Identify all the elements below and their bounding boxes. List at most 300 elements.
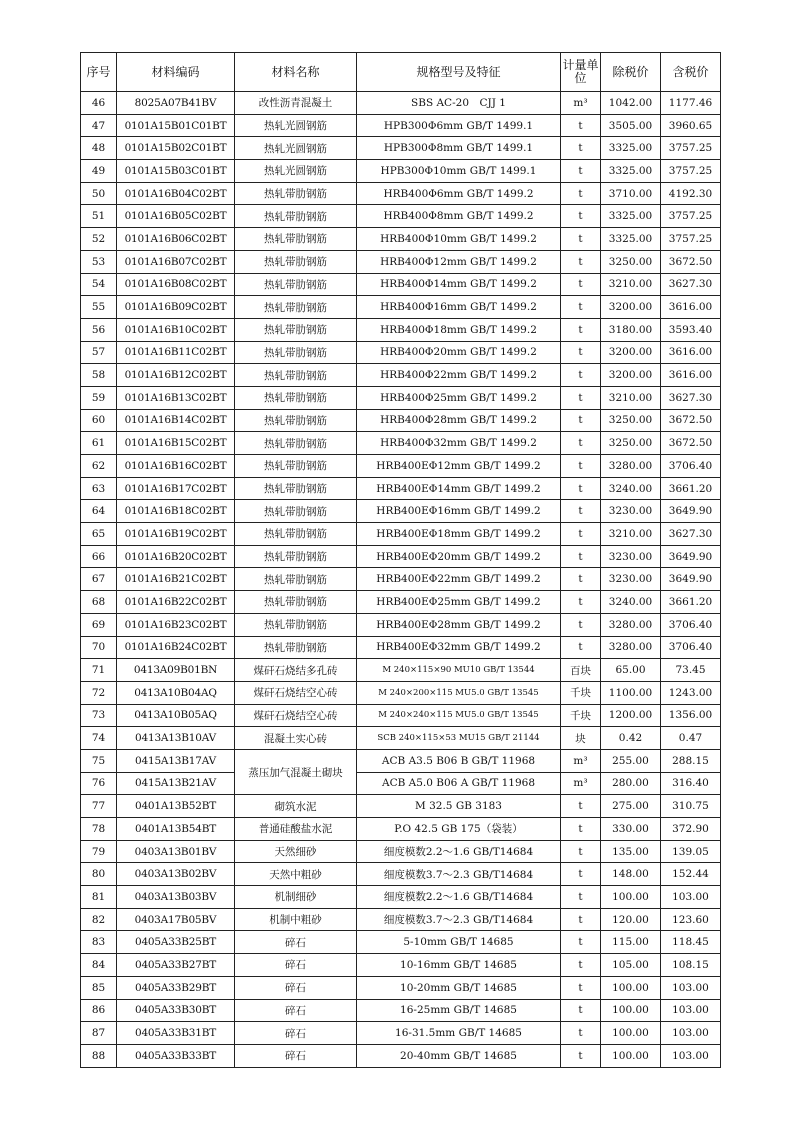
cell-unit: t (561, 976, 601, 999)
table-row (81, 455, 721, 478)
cell-price-ex-tax: 100.00 (601, 1022, 661, 1045)
cell-spec: SBS AC-20 CJJ 1 (357, 92, 561, 115)
cell-name: 煤矸石烧结空心砖 (235, 704, 357, 727)
cell-seq: 85 (81, 976, 117, 999)
cell-price-ex-tax: 3180.00 (601, 318, 661, 341)
cell-seq: 73 (81, 704, 117, 727)
cell-seq: 70 (81, 636, 117, 659)
table-row (81, 273, 721, 296)
cell-name: 热轧带肋钢筋 (235, 318, 357, 341)
cell-code: 0405A33B29BT (117, 976, 235, 999)
table-row (81, 591, 721, 614)
cell-unit: 千块 (561, 704, 601, 727)
cell-name: 改性沥青混凝土 (235, 92, 357, 115)
cell-code: 0101A16B12C02BT (117, 364, 235, 387)
header-seq: 序号 (81, 53, 117, 92)
table-row (81, 908, 721, 931)
cell-price-inc-tax: 310.75 (661, 795, 721, 818)
cell-seq: 50 (81, 182, 117, 205)
cell-name: 碎石 (235, 976, 357, 999)
cell-code: 0403A17B05BV (117, 908, 235, 931)
cell-spec: HRB400EΦ32mm GB/T 1499.2 (357, 636, 561, 659)
cell-code: 0101A16B08C02BT (117, 273, 235, 296)
cell-price-ex-tax: 3505.00 (601, 114, 661, 137)
cell-price-ex-tax: 1042.00 (601, 92, 661, 115)
cell-code: 0413A10B05AQ (117, 704, 235, 727)
cell-price-inc-tax: 103.00 (661, 1044, 721, 1067)
cell-seq: 58 (81, 364, 117, 387)
cell-seq: 67 (81, 568, 117, 591)
cell-unit: t (561, 636, 601, 659)
cell-name: 热轧带肋钢筋 (235, 409, 357, 432)
cell-seq: 52 (81, 228, 117, 251)
cell-code: 0101A16B09C02BT (117, 296, 235, 319)
cell-spec: HRB400Φ32mm GB/T 1499.2 (357, 432, 561, 455)
cell-price-inc-tax: 3672.50 (661, 250, 721, 273)
cell-seq: 74 (81, 727, 117, 750)
cell-seq: 53 (81, 250, 117, 273)
cell-seq: 63 (81, 477, 117, 500)
cell-price-inc-tax: 372.90 (661, 818, 721, 841)
cell-code: 0101A16B23C02BT (117, 613, 235, 636)
cell-unit: t (561, 840, 601, 863)
cell-seq: 55 (81, 296, 117, 319)
cell-unit: t (561, 545, 601, 568)
cell-price-ex-tax: 3210.00 (601, 273, 661, 296)
cell-price-ex-tax: 3325.00 (601, 228, 661, 251)
cell-price-inc-tax: 0.47 (661, 727, 721, 750)
cell-code: 0101A16B22C02BT (117, 591, 235, 614)
cell-unit: t (561, 182, 601, 205)
cell-price-ex-tax: 3210.00 (601, 523, 661, 546)
cell-seq: 76 (81, 772, 117, 795)
cell-code: 0403A13B03BV (117, 886, 235, 909)
cell-seq: 84 (81, 954, 117, 977)
cell-price-inc-tax: 3757.25 (661, 205, 721, 228)
cell-price-inc-tax: 4192.30 (661, 182, 721, 205)
cell-price-ex-tax: 3240.00 (601, 477, 661, 500)
cell-unit: t (561, 954, 601, 977)
cell-name: 热轧带肋钢筋 (235, 523, 357, 546)
table-header (81, 53, 721, 92)
cell-name: 混凝土实心砖 (235, 727, 357, 750)
cell-price-ex-tax: 3240.00 (601, 591, 661, 614)
table-row (81, 296, 721, 319)
table-row (81, 840, 721, 863)
cell-code: 0415A13B17AV (117, 749, 235, 772)
cell-price-inc-tax: 103.00 (661, 886, 721, 909)
cell-price-inc-tax: 3706.40 (661, 636, 721, 659)
cell-spec: P.O 42.5 GB 175（袋装） (357, 818, 561, 841)
cell-price-inc-tax: 139.05 (661, 840, 721, 863)
cell-seq: 61 (81, 432, 117, 455)
table-row (81, 182, 721, 205)
cell-spec: HRB400Φ25mm GB/T 1499.2 (357, 386, 561, 409)
cell-price-inc-tax: 3672.50 (661, 432, 721, 455)
cell-price-inc-tax: 73.45 (661, 659, 721, 682)
cell-seq: 66 (81, 545, 117, 568)
cell-code: 0405A33B25BT (117, 931, 235, 954)
cell-seq: 69 (81, 613, 117, 636)
cell-code: 0405A33B27BT (117, 954, 235, 977)
table-row (81, 681, 721, 704)
cell-seq: 51 (81, 205, 117, 228)
cell-price-ex-tax: 148.00 (601, 863, 661, 886)
cell-spec: HRB400Φ28mm GB/T 1499.2 (357, 409, 561, 432)
cell-seq: 47 (81, 114, 117, 137)
cell-price-ex-tax: 3230.00 (601, 500, 661, 523)
cell-code: 0101A16B15C02BT (117, 432, 235, 455)
cell-unit: t (561, 931, 601, 954)
cell-unit: t (561, 341, 601, 364)
cell-name: 碎石 (235, 931, 357, 954)
header-unit: 计量单位 (561, 53, 601, 92)
cell-spec: HRB400Φ18mm GB/T 1499.2 (357, 318, 561, 341)
cell-unit: t (561, 386, 601, 409)
cell-code: 0101A16B18C02BT (117, 500, 235, 523)
cell-name: 热轧带肋钢筋 (235, 296, 357, 319)
cell-code: 0101A16B06C02BT (117, 228, 235, 251)
cell-name: 热轧带肋钢筋 (235, 250, 357, 273)
table-row (81, 523, 721, 546)
cell-seq: 82 (81, 908, 117, 931)
cell-unit: t (561, 613, 601, 636)
cell-spec: M 32.5 GB 3183 (357, 795, 561, 818)
cell-name: 热轧带肋钢筋 (235, 228, 357, 251)
cell-seq: 60 (81, 409, 117, 432)
cell-unit: t (561, 568, 601, 591)
cell-unit: m³ (561, 772, 601, 795)
header-row (81, 53, 721, 92)
table-row (81, 114, 721, 137)
cell-seq: 65 (81, 523, 117, 546)
cell-name: 机制细砂 (235, 886, 357, 909)
cell-price-ex-tax: 3250.00 (601, 409, 661, 432)
cell-name: 碎石 (235, 1044, 357, 1067)
cell-unit: t (561, 409, 601, 432)
cell-name: 热轧带肋钢筋 (235, 205, 357, 228)
table-row (81, 137, 721, 160)
cell-spec: 10-20mm GB/T 14685 (357, 976, 561, 999)
cell-code: 0405A33B31BT (117, 1022, 235, 1045)
cell-spec: HRB400Φ22mm GB/T 1499.2 (357, 364, 561, 387)
cell-spec: HRB400EΦ14mm GB/T 1499.2 (357, 477, 561, 500)
cell-spec: 10-16mm GB/T 14685 (357, 954, 561, 977)
cell-spec: HRB400EΦ28mm GB/T 1499.2 (357, 613, 561, 636)
cell-seq: 48 (81, 137, 117, 160)
cell-code: 0101A15B03C01BT (117, 160, 235, 183)
cell-name: 热轧带肋钢筋 (235, 386, 357, 409)
cell-name: 蒸压加气混凝土砌块 (235, 749, 357, 794)
cell-price-ex-tax: 115.00 (601, 931, 661, 954)
cell-unit: t (561, 137, 601, 160)
cell-price-ex-tax: 3200.00 (601, 341, 661, 364)
table-row (81, 954, 721, 977)
cell-name: 机制中粗砂 (235, 908, 357, 931)
cell-price-inc-tax: 152.44 (661, 863, 721, 886)
cell-price-ex-tax: 330.00 (601, 818, 661, 841)
cell-price-inc-tax: 3757.25 (661, 137, 721, 160)
cell-unit: t (561, 228, 601, 251)
cell-seq: 64 (81, 500, 117, 523)
cell-price-inc-tax: 123.60 (661, 908, 721, 931)
cell-spec: HPB300Φ8mm GB/T 1499.1 (357, 137, 561, 160)
cell-price-inc-tax: 3627.30 (661, 273, 721, 296)
cell-spec: HRB400EΦ22mm GB/T 1499.2 (357, 568, 561, 591)
cell-price-inc-tax: 3661.20 (661, 591, 721, 614)
cell-name: 煤矸石烧结空心砖 (235, 681, 357, 704)
table-row (81, 568, 721, 591)
header-name: 材料名称 (235, 53, 357, 92)
cell-name: 热轧带肋钢筋 (235, 477, 357, 500)
cell-name: 热轧带肋钢筋 (235, 613, 357, 636)
cell-seq: 56 (81, 318, 117, 341)
cell-price-ex-tax: 100.00 (601, 999, 661, 1022)
table-row (81, 409, 721, 432)
table-row (81, 727, 721, 750)
cell-code: 0101A16B05C02BT (117, 205, 235, 228)
cell-price-inc-tax: 3616.00 (661, 341, 721, 364)
cell-seq: 77 (81, 795, 117, 818)
cell-spec: M 240×200×115 MU5.0 GB/T 13545 (357, 681, 561, 704)
cell-price-inc-tax: 3757.25 (661, 160, 721, 183)
cell-spec: 16-25mm GB/T 14685 (357, 999, 561, 1022)
cell-unit: t (561, 477, 601, 500)
table-row (81, 432, 721, 455)
cell-name: 热轧光圆钢筋 (235, 160, 357, 183)
cell-price-ex-tax: 280.00 (601, 772, 661, 795)
cell-name: 碎石 (235, 1022, 357, 1045)
cell-code: 0101A16B10C02BT (117, 318, 235, 341)
cell-unit: 百块 (561, 659, 601, 682)
cell-price-ex-tax: 3230.00 (601, 545, 661, 568)
cell-spec: HRB400EΦ18mm GB/T 1499.2 (357, 523, 561, 546)
cell-seq: 87 (81, 1022, 117, 1045)
table-row (81, 818, 721, 841)
cell-name: 热轧带肋钢筋 (235, 182, 357, 205)
cell-code: 0101A16B24C02BT (117, 636, 235, 659)
cell-price-ex-tax: 3325.00 (601, 137, 661, 160)
cell-price-inc-tax: 103.00 (661, 976, 721, 999)
cell-unit: t (561, 863, 601, 886)
table-row (81, 659, 721, 682)
table-row (81, 749, 721, 772)
cell-seq: 62 (81, 455, 117, 478)
cell-code: 0101A16B16C02BT (117, 455, 235, 478)
cell-spec: HRB400Φ16mm GB/T 1499.2 (357, 296, 561, 319)
table-row (81, 613, 721, 636)
header-price-inc-tax: 含税价 (661, 53, 721, 92)
cell-price-ex-tax: 3710.00 (601, 182, 661, 205)
cell-price-inc-tax: 3661.20 (661, 477, 721, 500)
cell-spec: HRB400Φ8mm GB/T 1499.2 (357, 205, 561, 228)
cell-price-inc-tax: 3593.40 (661, 318, 721, 341)
cell-spec: 16-31.5mm GB/T 14685 (357, 1022, 561, 1045)
cell-spec: 细度模数2.2～1.6 GB/T14684 (357, 886, 561, 909)
cell-price-inc-tax: 3672.50 (661, 409, 721, 432)
cell-spec: HPB300Φ6mm GB/T 1499.1 (357, 114, 561, 137)
cell-name: 煤矸石烧结多孔砖 (235, 659, 357, 682)
cell-code: 0413A10B04AQ (117, 681, 235, 704)
table-row (81, 999, 721, 1022)
cell-price-inc-tax: 118.45 (661, 931, 721, 954)
table-row (81, 477, 721, 500)
cell-spec: HRB400EΦ12mm GB/T 1499.2 (357, 455, 561, 478)
cell-unit: t (561, 318, 601, 341)
header-spec: 规格型号及特征 (357, 53, 561, 92)
cell-seq: 68 (81, 591, 117, 614)
cell-name: 热轧带肋钢筋 (235, 500, 357, 523)
cell-code: 0101A16B07C02BT (117, 250, 235, 273)
header-price-ex-tax: 除税价 (601, 53, 661, 92)
cell-seq: 83 (81, 931, 117, 954)
cell-unit: t (561, 1022, 601, 1045)
cell-name: 热轧光圆钢筋 (235, 137, 357, 160)
cell-unit: t (561, 296, 601, 319)
table-row (81, 386, 721, 409)
cell-spec: HRB400Φ20mm GB/T 1499.2 (357, 341, 561, 364)
cell-price-inc-tax: 316.40 (661, 772, 721, 795)
cell-code: 0413A13B10AV (117, 727, 235, 750)
cell-code: 0101A15B01C01BT (117, 114, 235, 137)
cell-seq: 86 (81, 999, 117, 1022)
cell-unit: t (561, 523, 601, 546)
cell-code: 0101A15B02C01BT (117, 137, 235, 160)
cell-unit: t (561, 455, 601, 478)
cell-seq: 49 (81, 160, 117, 183)
cell-unit: m³ (561, 749, 601, 772)
cell-name: 热轧带肋钢筋 (235, 432, 357, 455)
table-row (81, 863, 721, 886)
cell-unit: 千块 (561, 681, 601, 704)
cell-price-inc-tax: 1356.00 (661, 704, 721, 727)
cell-unit: t (561, 250, 601, 273)
cell-unit: t (561, 205, 601, 228)
cell-price-inc-tax: 1177.46 (661, 92, 721, 115)
table-row (81, 704, 721, 727)
cell-unit: t (561, 432, 601, 455)
cell-seq: 78 (81, 818, 117, 841)
cell-seq: 59 (81, 386, 117, 409)
cell-spec: HPB300Φ10mm GB/T 1499.1 (357, 160, 561, 183)
cell-price-inc-tax: 3627.30 (661, 523, 721, 546)
table-row (81, 931, 721, 954)
table-body (81, 92, 721, 1068)
cell-unit: t (561, 886, 601, 909)
table-row (81, 160, 721, 183)
cell-price-inc-tax: 3960.65 (661, 114, 721, 137)
cell-spec: 细度模数3.7～2.3 GB/T14684 (357, 863, 561, 886)
cell-code: 0403A13B01BV (117, 840, 235, 863)
cell-price-ex-tax: 1200.00 (601, 704, 661, 727)
cell-name: 热轧带肋钢筋 (235, 341, 357, 364)
cell-price-inc-tax: 103.00 (661, 999, 721, 1022)
cell-unit: m³ (561, 92, 601, 115)
cell-name: 天然细砂 (235, 840, 357, 863)
cell-price-ex-tax: 3200.00 (601, 364, 661, 387)
cell-price-ex-tax: 0.42 (601, 727, 661, 750)
cell-price-ex-tax: 105.00 (601, 954, 661, 977)
cell-unit: t (561, 500, 601, 523)
cell-code: 0101A16B11C02BT (117, 341, 235, 364)
cell-spec: HRB400Φ12mm GB/T 1499.2 (357, 250, 561, 273)
cell-name: 热轧带肋钢筋 (235, 273, 357, 296)
cell-unit: t (561, 114, 601, 137)
table-row (81, 318, 721, 341)
cell-seq: 80 (81, 863, 117, 886)
cell-name: 热轧带肋钢筋 (235, 455, 357, 478)
cell-code: 0101A16B14C02BT (117, 409, 235, 432)
cell-seq: 72 (81, 681, 117, 704)
cell-code: 0101A16B04C02BT (117, 182, 235, 205)
cell-code: 0405A33B33BT (117, 1044, 235, 1067)
cell-seq: 75 (81, 749, 117, 772)
cell-unit: t (561, 908, 601, 931)
cell-unit: 块 (561, 727, 601, 750)
cell-code: 0401A13B54BT (117, 818, 235, 841)
cell-price-ex-tax: 275.00 (601, 795, 661, 818)
cell-spec: ACB A5.0 B06 A GB/T 11968 (357, 772, 561, 795)
cell-seq: 79 (81, 840, 117, 863)
cell-unit: t (561, 1044, 601, 1067)
cell-price-ex-tax: 1100.00 (601, 681, 661, 704)
cell-code: 8025A07B41BV (117, 92, 235, 115)
table-row (81, 976, 721, 999)
cell-code: 0413A09B01BN (117, 659, 235, 682)
cell-price-inc-tax: 1243.00 (661, 681, 721, 704)
header-code: 材料编码 (117, 53, 235, 92)
cell-seq: 81 (81, 886, 117, 909)
cell-spec: M 240×115×90 MU10 GB/T 13544 (357, 659, 561, 682)
cell-price-inc-tax: 3616.00 (661, 296, 721, 319)
cell-price-ex-tax: 3280.00 (601, 455, 661, 478)
cell-price-inc-tax: 3627.30 (661, 386, 721, 409)
cell-name: 碎石 (235, 999, 357, 1022)
table-row (81, 1022, 721, 1045)
table-row (81, 364, 721, 387)
cell-name: 热轧带肋钢筋 (235, 568, 357, 591)
cell-code: 0101A16B13C02BT (117, 386, 235, 409)
cell-price-inc-tax: 3649.90 (661, 568, 721, 591)
cell-spec: HRB400EΦ16mm GB/T 1499.2 (357, 500, 561, 523)
cell-price-ex-tax: 3210.00 (601, 386, 661, 409)
table-row (81, 772, 721, 795)
table-row (81, 636, 721, 659)
cell-code: 0415A13B21AV (117, 772, 235, 795)
cell-price-inc-tax: 288.15 (661, 749, 721, 772)
cell-spec: 细度模数2.2～1.6 GB/T14684 (357, 840, 561, 863)
cell-price-ex-tax: 3250.00 (601, 250, 661, 273)
cell-price-ex-tax: 135.00 (601, 840, 661, 863)
table-row (81, 1044, 721, 1067)
cell-price-inc-tax: 3706.40 (661, 455, 721, 478)
cell-spec: 5-10mm GB/T 14685 (357, 931, 561, 954)
cell-price-ex-tax: 120.00 (601, 908, 661, 931)
cell-seq: 46 (81, 92, 117, 115)
cell-spec: HRB400EΦ20mm GB/T 1499.2 (357, 545, 561, 568)
cell-name: 碎石 (235, 954, 357, 977)
cell-price-ex-tax: 100.00 (601, 1044, 661, 1067)
cell-code: 0405A33B30BT (117, 999, 235, 1022)
cell-price-inc-tax: 3649.90 (661, 500, 721, 523)
cell-code: 0101A16B20C02BT (117, 545, 235, 568)
cell-unit: t (561, 999, 601, 1022)
cell-price-inc-tax: 3706.40 (661, 613, 721, 636)
cell-price-ex-tax: 100.00 (601, 976, 661, 999)
cell-name: 热轧光圆钢筋 (235, 114, 357, 137)
cell-seq: 54 (81, 273, 117, 296)
cell-unit: t (561, 364, 601, 387)
